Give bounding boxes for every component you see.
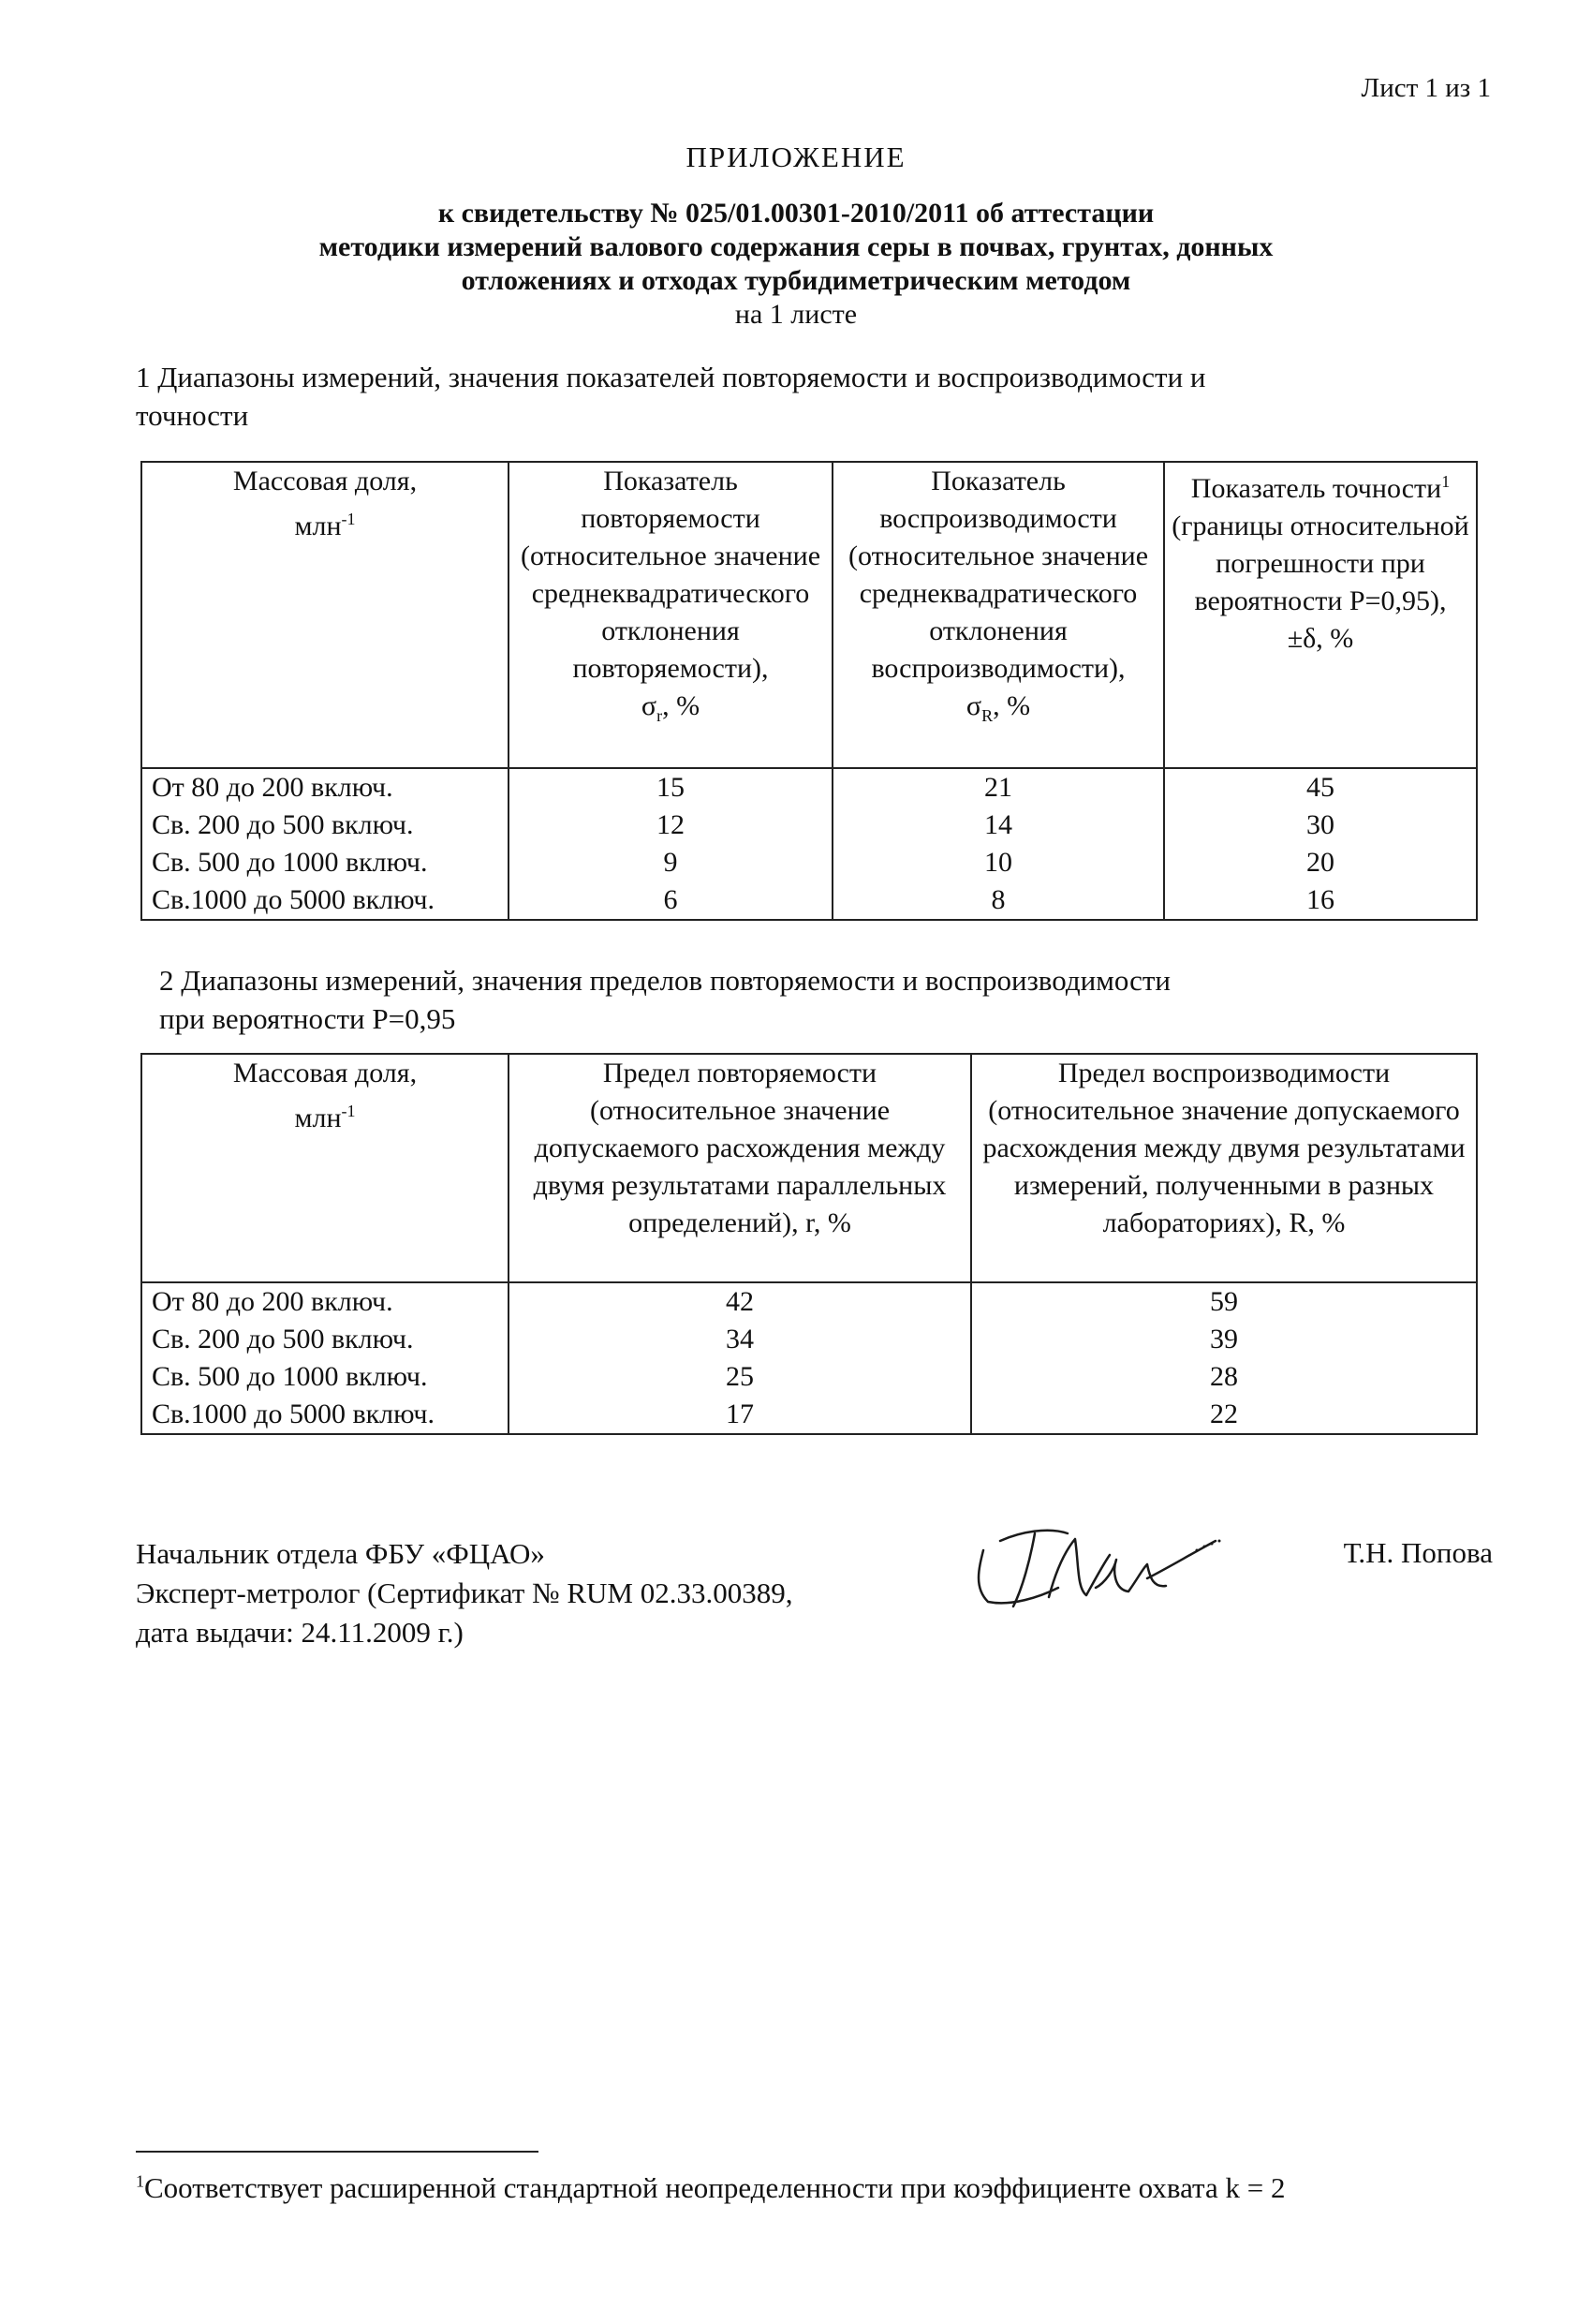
table-row bbox=[141, 881, 1477, 920]
value-cell: 6 bbox=[509, 881, 833, 920]
sigma-symbol: σ bbox=[641, 690, 657, 721]
range-cell: Св. 500 до 1000 включ. bbox=[141, 844, 509, 881]
header-text: (границы относительной погрешности при вероятности P=0,95), bbox=[1172, 511, 1469, 616]
header-unit bbox=[146, 1092, 504, 1137]
sigma-symbol: σ bbox=[966, 690, 982, 721]
unit-text: , % bbox=[993, 690, 1031, 721]
value-cell: 12 bbox=[509, 807, 833, 844]
table-row bbox=[141, 1282, 1477, 1321]
range-cell: Св. 500 до 1000 включ. bbox=[141, 1358, 509, 1396]
table1-header-repeatability bbox=[509, 462, 833, 768]
subtitle-line-1: к свидетельству № 025/01.00301-2010/2011 об аттестации bbox=[437, 198, 1155, 229]
header-unit bbox=[146, 500, 504, 545]
range-cell: Св.1000 до 5000 включ. bbox=[141, 881, 509, 920]
value-cell: 17 bbox=[509, 1396, 971, 1434]
footnote-marker: 1 bbox=[1441, 472, 1451, 491]
unit-exponent: -1 bbox=[341, 1102, 356, 1120]
value-cell: 21 bbox=[833, 768, 1164, 807]
sigma-subscript: r bbox=[656, 706, 663, 725]
value-cell: 15 bbox=[509, 768, 833, 807]
table-row bbox=[141, 807, 1477, 844]
header-symbol: ±δ, % bbox=[1287, 623, 1354, 654]
table1-header-reproducibility bbox=[833, 462, 1164, 768]
document-subtitle bbox=[187, 197, 1405, 332]
value-cell: 20 bbox=[1164, 844, 1477, 881]
value-cell: 28 bbox=[971, 1358, 1477, 1396]
value-cell: 22 bbox=[971, 1396, 1477, 1434]
unit-exponent: -1 bbox=[341, 510, 356, 528]
footnote bbox=[136, 2171, 1285, 2205]
table2-header-reproducibility-limit: Предел воспроизводимости (относительное значение допускаемого расхождения между двумя результатами измерений, полученными в разных лабораториях), R, % bbox=[971, 1054, 1477, 1282]
header-label: Показатель повторяемости (относительное значение среднеквадратического отклонения повторяемости), bbox=[520, 466, 821, 684]
table-limits bbox=[140, 1053, 1478, 1435]
range-cell: Св. 200 до 500 включ. bbox=[141, 807, 509, 844]
table-row bbox=[141, 1321, 1477, 1358]
unit-text: , % bbox=[662, 690, 700, 721]
signatory-block bbox=[136, 1534, 793, 1652]
table1-header-mass-fraction bbox=[141, 462, 509, 768]
table2-header-repeatability-limit: Предел повторяемости (относительное значение допускаемого расхождения между двумя результатами параллельных определений), r, % bbox=[509, 1054, 971, 1282]
subtitle-line-3: отложениях и отходах турбидиметрическим методом bbox=[461, 265, 1131, 296]
value-cell: 10 bbox=[833, 844, 1164, 881]
value-cell: 45 bbox=[1164, 768, 1477, 807]
value-cell: 34 bbox=[509, 1321, 971, 1358]
footnote-marker: 1 bbox=[136, 2171, 144, 2191]
range-cell: Св. 200 до 500 включ. bbox=[141, 1321, 509, 1358]
header-label: Массовая доля, bbox=[232, 466, 418, 496]
value-cell: 8 bbox=[833, 881, 1164, 920]
header-text: Показатель точности bbox=[1190, 473, 1442, 504]
value-cell: 39 bbox=[971, 1321, 1477, 1358]
header-label bbox=[1169, 463, 1472, 508]
table-row bbox=[141, 768, 1477, 807]
sigma-subscript: R bbox=[981, 706, 994, 725]
table-accuracy-indicators bbox=[140, 461, 1478, 921]
value-cell: 25 bbox=[509, 1358, 971, 1396]
handwritten-signature bbox=[955, 1513, 1227, 1616]
header-label: Показатель воспроизводимости (относительное значение среднеквадратического отклонения воспроизводимости), bbox=[848, 466, 1149, 684]
signatory-issue-date: дата выдачи: 24.11.2009 г.) bbox=[136, 1616, 464, 1649]
subtitle-line-4: на 1 листе bbox=[734, 299, 858, 330]
signatory-certificate: Эксперт-метролог (Сертификат № RUM 02.33.00389, bbox=[136, 1576, 793, 1609]
value-cell: 16 bbox=[1164, 881, 1477, 920]
section1-heading bbox=[136, 358, 1206, 435]
document-title: ПРИЛОЖЕНИЕ bbox=[685, 141, 907, 173]
unit-text: млн bbox=[294, 1103, 342, 1133]
value-cell: 30 bbox=[1164, 807, 1477, 844]
value-cell: 42 bbox=[509, 1282, 971, 1321]
header-symbol bbox=[513, 688, 828, 734]
table-row bbox=[141, 844, 1477, 881]
footnote-divider bbox=[136, 2151, 538, 2153]
header-label: Массовая доля, bbox=[232, 1058, 418, 1088]
section1-heading-line-2: точности bbox=[136, 399, 249, 432]
range-cell: От 80 до 200 включ. bbox=[141, 768, 509, 807]
signatory-position: Начальник отдела ФБУ «ФЦАО» bbox=[136, 1537, 545, 1570]
section2-heading-line-2: при вероятности P=0,95 bbox=[159, 1002, 456, 1035]
table1-header-accuracy bbox=[1164, 462, 1477, 768]
range-cell: Св.1000 до 5000 включ. bbox=[141, 1396, 509, 1434]
section2-heading-line-1: 2 Диапазоны измерений, значения пределов повторяемости и воспроизводимости bbox=[159, 964, 1171, 997]
table2-header-row bbox=[141, 1054, 1477, 1282]
range-cell: От 80 до 200 включ. bbox=[141, 1282, 509, 1321]
value-cell: 59 bbox=[971, 1282, 1477, 1321]
table2-header-mass-fraction bbox=[141, 1054, 509, 1282]
signatory-name: Т.Н. Попова bbox=[1343, 1536, 1493, 1569]
table1-header-row bbox=[141, 462, 1477, 768]
footnote-text: Соответствует расширенной стандартной неопределенности при коэффициенте охвата k = 2 bbox=[144, 2171, 1286, 2204]
section2-heading bbox=[159, 961, 1171, 1038]
unit-text: млн bbox=[294, 511, 342, 541]
section1-heading-line-1: 1 Диапазоны измерений, значения показателей повторяемости и воспроизводимости и bbox=[136, 361, 1206, 393]
table-row bbox=[141, 1396, 1477, 1434]
value-cell: 9 bbox=[509, 844, 833, 881]
subtitle-line-2: методики измерений валового содержания серы в почвах, грунтах, донных bbox=[318, 231, 1274, 262]
sheet-number: Лист 1 из 1 bbox=[1361, 73, 1491, 103]
header-symbol bbox=[837, 688, 1159, 734]
table-row bbox=[141, 1358, 1477, 1396]
value-cell: 14 bbox=[833, 807, 1164, 844]
